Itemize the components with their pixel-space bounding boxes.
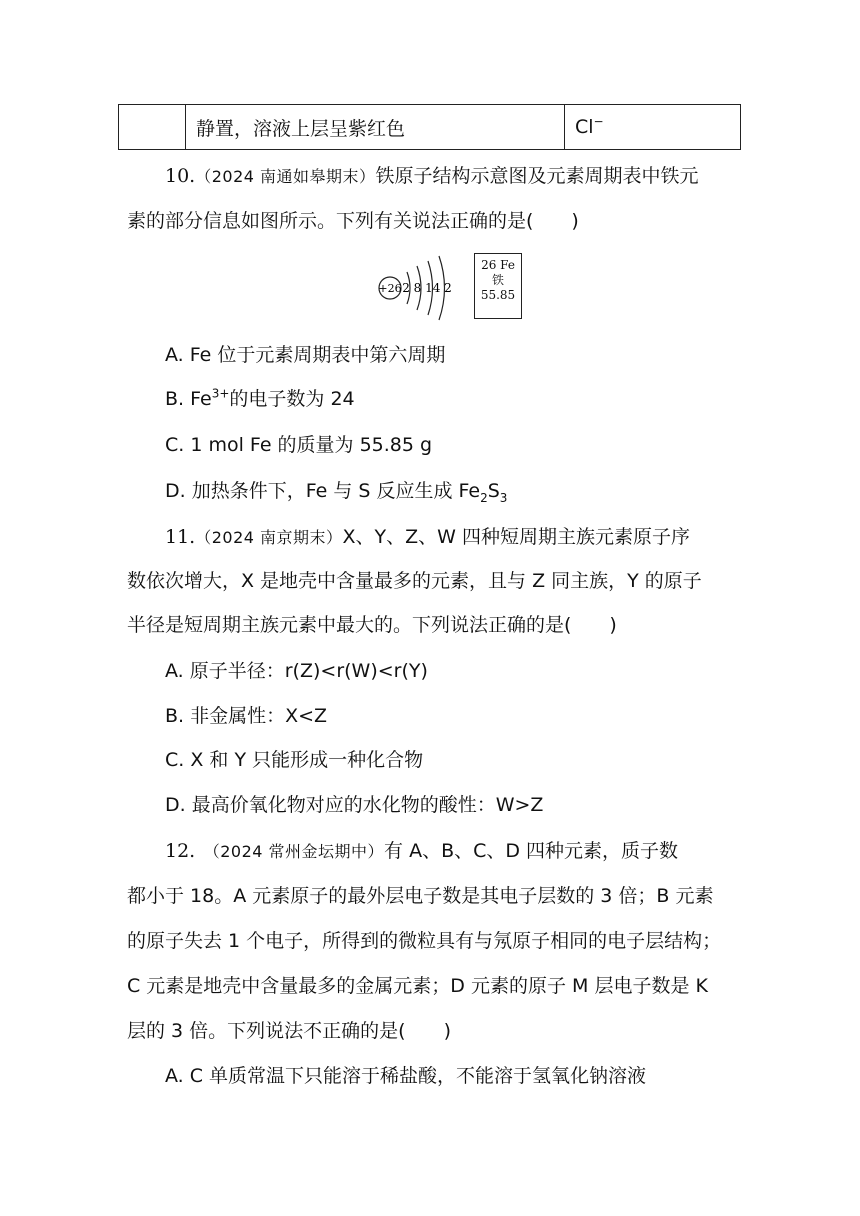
q10-option-c: C. 1 mol Fe 的质量为 55.85 g (165, 434, 433, 456)
q11-stem-text: X、Y、Z、W 四种短周期主族元素原子序 (342, 526, 690, 548)
q10-b-pre: B. Fe (165, 388, 212, 410)
atom-structure-diagram (370, 248, 470, 328)
experiment-table (118, 104, 741, 150)
q10-d-mid: S (487, 480, 500, 502)
q12-stem-line1 (165, 838, 678, 865)
q12-stem-line5: 层的 3 倍。下列说法不正确的是( ) (127, 1020, 451, 1042)
q11-stem-line3: 半径是短周期主族元素中最大的。下列说法正确的是( ) (127, 614, 617, 636)
q10-d-pre: D. 加热条件下，Fe 与 S 反应生成 Fe (165, 480, 481, 502)
q11-source: （2024 南京期末） (195, 528, 343, 547)
q12-source: （2024 常州金坛期中） (195, 842, 385, 861)
table-cell-empty (119, 105, 186, 150)
q12-stem-line2: 都小于 18。A 元素原子的最外层电子数是其电子层数的 3 倍；B 元素 (127, 885, 714, 907)
q11-option-c: C. X 和 Y 只能形成一种化合物 (165, 749, 424, 771)
table-row (119, 105, 741, 150)
q10-source: （2024 南通如皋期末） (195, 167, 376, 186)
table-cell-phenomenon: 静置，溶液上层呈紫红色 (186, 105, 565, 150)
table-cell-ion (565, 105, 741, 150)
q10-number: 10. (165, 165, 196, 187)
q12-number: 12. (165, 840, 196, 862)
iron-figure (370, 248, 530, 328)
atomic-mass: 55.85 (480, 288, 516, 302)
q10-b-post: 的电子数为 24 (229, 388, 355, 410)
q10-option-b (165, 386, 355, 412)
q10-stem-line2: 素的部分信息如图所示。下列有关说法正确的是( ) (127, 210, 579, 232)
q10-stem-line1 (165, 163, 699, 190)
q11-number: 11. (165, 526, 196, 548)
q10-stem-text: 铁原子结构示意图及元素周期表中铁元 (375, 165, 699, 187)
nucleus-label: +26 (378, 282, 402, 295)
q12-stem-line3: 的原子失去 1 个电子，所得到的微粒具有与氖原子相同的电子层结构； (127, 930, 722, 952)
q10-b-sup: 3+ (211, 386, 230, 401)
q10-option-a: A. Fe 位于元素周期表中第六周期 (165, 344, 446, 366)
q12-stem-text: 有 A、B、C、D 四种元素，质子数 (384, 840, 679, 862)
q12-stem-line4: C 元素是地壳中含量最多的金属元素；D 元素的原子 M 层电子数是 K (127, 975, 708, 997)
q11-stem-line2: 数依次增大，X 是地壳中含量最多的元素，且与 Z 同主族，Y 的原子 (127, 570, 702, 592)
q11-option-d: D. 最高价氧化物对应的水化物的酸性：W>Z (165, 794, 544, 816)
element-name: 铁 (491, 273, 504, 287)
ion-symbol: Cl (575, 116, 594, 138)
ion-charge: − (593, 114, 604, 129)
periodic-table-cell (474, 253, 522, 319)
q10-d-sub2: 3 (499, 490, 508, 505)
atomic-number-symbol: 26 Fe (481, 258, 515, 272)
q11-option-b: B. 非金属性：X<Z (165, 705, 328, 727)
shell-electrons-label: 2 8 14 2 (402, 281, 452, 295)
q12-option-a: A. C 单质常温下只能溶于稀盐酸，不能溶于氢氧化钠溶液 (165, 1065, 647, 1087)
q10-option-d (165, 478, 507, 504)
q11-stem-line1 (165, 524, 690, 551)
q11-option-a: A. 原子半径：r(Z)<r(W)<r(Y) (165, 660, 428, 682)
q10-d-sub1: 2 (480, 490, 488, 505)
